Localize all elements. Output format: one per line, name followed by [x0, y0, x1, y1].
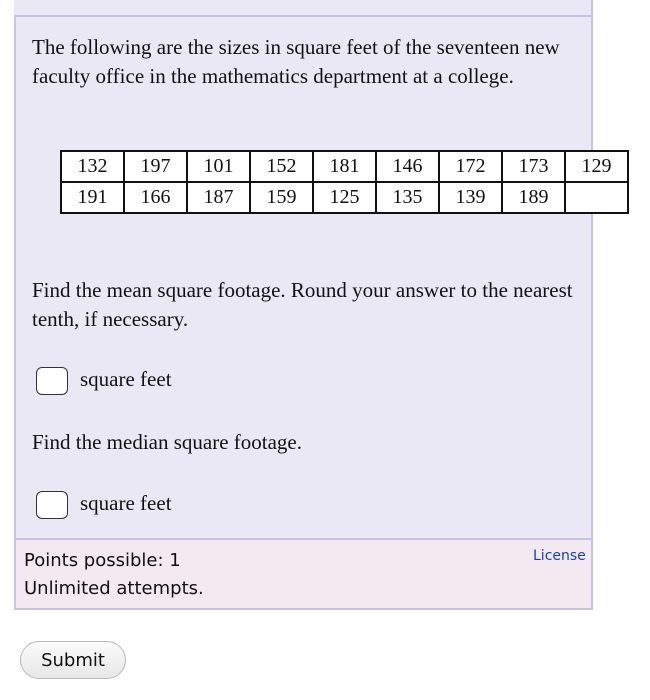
table-cell: 152	[250, 151, 313, 182]
median-answer-input[interactable]	[36, 491, 68, 519]
submit-button[interactable]: Submit	[20, 641, 126, 679]
question-intro: The following are the sizes in square feet of the seventeen new faculty office in the mathematics department at a college.	[32, 35, 560, 88]
points-possible: Points possible: 1	[24, 550, 181, 571]
points-info	[24, 547, 204, 603]
license-link[interactable]: License	[533, 548, 586, 564]
table-cell: 135	[376, 182, 439, 213]
table-row	[61, 182, 628, 213]
table-cell: 159	[250, 182, 313, 213]
table-cell: 139	[439, 182, 502, 213]
median-unit-label: square feet	[80, 491, 172, 515]
table-cell: 189	[502, 182, 565, 213]
table-cell: 146	[376, 151, 439, 182]
mean-prompt: Find the mean square footage. Round your answer to the nearest tenth, if necessary.	[32, 278, 573, 331]
table-cell: 187	[187, 182, 250, 213]
table-cell: 166	[124, 182, 187, 213]
table-cell: 172	[439, 151, 502, 182]
previous-panel-edge	[14, 0, 591, 17]
median-prompt: Find the median square footage.	[32, 430, 303, 454]
table-cell: 191	[61, 182, 124, 213]
table-cell: 181	[313, 151, 376, 182]
table-cell: 125	[313, 182, 376, 213]
mean-answer-input[interactable]	[36, 367, 68, 395]
table-cell: 173	[502, 151, 565, 182]
data-table	[60, 150, 629, 214]
table-cell: 132	[61, 151, 124, 182]
attempts-info: Unlimited attempts.	[24, 578, 204, 599]
table-cell: 101	[187, 151, 250, 182]
table-cell	[565, 182, 628, 213]
table-row	[61, 151, 628, 182]
mean-unit-label: square feet	[80, 367, 172, 391]
table-cell: 129	[565, 151, 628, 182]
table-cell: 197	[124, 151, 187, 182]
